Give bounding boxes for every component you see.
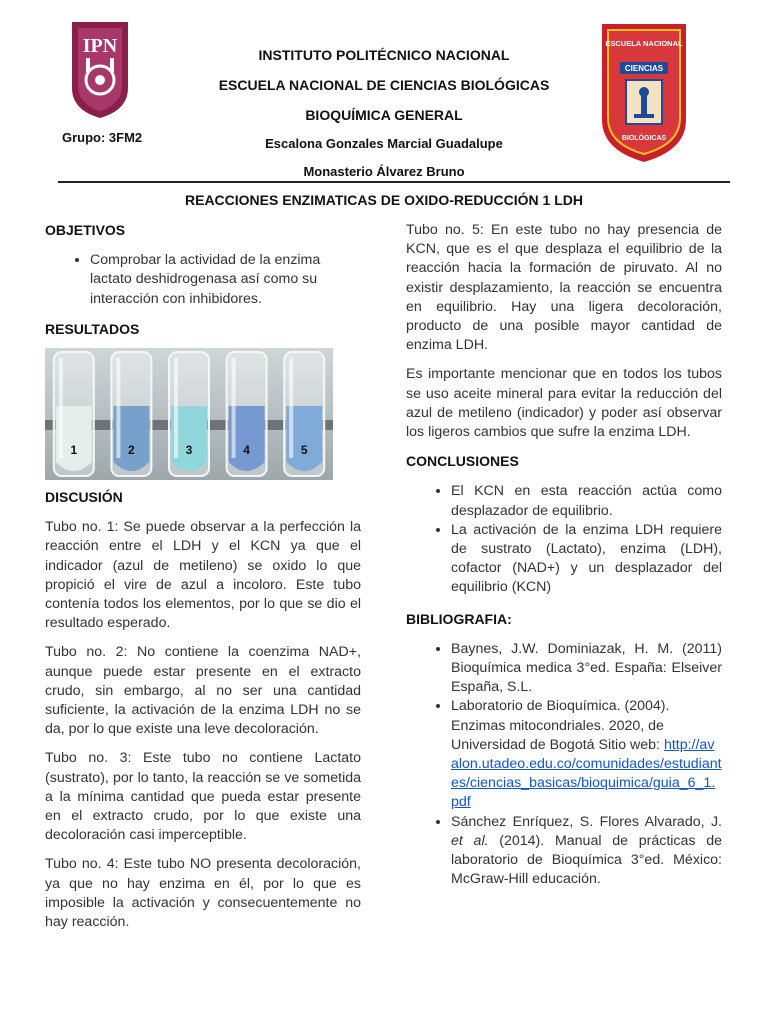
ipn-logo-text: IPN xyxy=(82,35,118,57)
discusion-paragraph-3: Tubo no. 3: Este tubo no contiene Lactato (sustrato), por lo tanto, la reacción se ve sometida a la mínima cantidad que pueda estar presente en el extracto crudo, por lo que existe una decoloración casi imperceptible. xyxy=(45,750,361,844)
objetivo-item: • Comprobar la actividad de la enzima lactato deshidrogenasa así como su interacción con inhibidores. xyxy=(90,251,361,309)
conclusiones-heading: CONCLUSIONES xyxy=(406,453,519,470)
group-label: Grupo: 3FM2 xyxy=(62,130,143,145)
right-column xyxy=(406,221,722,890)
objetivos-heading: OBJETIVOS xyxy=(45,222,126,238)
author-2: Monasterio Álvarez Bruno xyxy=(303,164,465,179)
bibliografia-heading: BIBLIOGRAFIA: xyxy=(406,610,512,627)
reference-1 xyxy=(451,640,722,698)
discusion-section xyxy=(45,488,361,942)
reference-3-text: Sánchez Enríquez, S. Flores Alvarado, J. xyxy=(451,813,722,830)
discusion-paragraph-5: Tubo no. 5: En este tubo no hay presencia de KCN, que es el que desplaza el equilibrio de la reacción hacia la formación de piruvato. Al no existir desplazamiento, la reacción se encuentra en equilibrio. Hay una ligera decoloración, producto de una posible mayor cantidad de enzima LDH. xyxy=(406,222,722,354)
tube-label: 2 xyxy=(128,443,135,457)
discusion-paragraph-4: Tubo no. 4: Este tubo NO presenta decoloración, ya que no hay enzima en él, por lo que es imposible la activación y consecuentemente no hay reacción. xyxy=(45,856,361,931)
objetivos-section xyxy=(45,221,361,309)
reference-3-etal: et al. xyxy=(451,832,489,849)
reference-3-text-end: (2014). Manual de prácticas de laboratorio de Bioquímica 3°ed. México: McGraw-Hill educación. xyxy=(451,832,722,888)
conclusion-item-2: • La activación de la enzima LDH requiere de sustrato (Lactato), enzima (LDH), cofactor (NAD+) y un desplazador del equilibrio (KCN) xyxy=(451,521,722,598)
discusion-paragraph-1: Tubo no. 1: Se puede observar a la perfección la reacción entre el LDH y el KCN ya que el indicador (azul de metileno) se oxido lo que propició el vire de azul a incoloro. Este tubo contenía todos los elementos, por lo que se dio el resultado esperado. xyxy=(45,519,361,632)
header-divider xyxy=(58,181,730,183)
test-tube xyxy=(54,352,94,476)
reference-2-link[interactable]: http://avalon.utadeo.edu.co/comunidades/estudiantes/ciencias_basicas/bioquimica/guia_6_1.pdf xyxy=(451,736,722,811)
subject-name: BIOQUÍMICA GENERAL xyxy=(305,107,463,123)
conclusion-item-1: • El KCN en esta reacción actúa como desplazador de equilibrio. xyxy=(451,482,722,520)
institution-name: INSTITUTO POLITÉCNICO NACIONAL xyxy=(258,47,510,63)
test-tube xyxy=(227,352,267,476)
encb-logo-text-top: ESCUELA NACIONAL xyxy=(605,39,683,48)
ipn-logo xyxy=(66,18,134,120)
test-tube xyxy=(169,352,209,476)
document-title: REACCIONES ENZIMATICAS DE OXIDO-REDUCCIÓN 1 LDH xyxy=(185,192,583,208)
school-name: ESCUELA NACIONAL DE CIENCIAS BIOLÓGICAS xyxy=(218,77,550,93)
reference-3 xyxy=(451,813,722,890)
reference-2-text: Laboratorio de Bioquímica. (2004). Enzimas mitocondriales. 2020, de Universidad de Bogotá Sitio web: xyxy=(451,698,670,753)
test-tube xyxy=(111,352,151,476)
reference-2 xyxy=(451,697,722,812)
discusion-heading: DISCUSIÓN xyxy=(45,489,123,505)
discusion-paragraph-6: Es importante mencionar que en todos los tubos se uso aceite mineral para evitar la reducción del azul de metileno (indicador) y poder así observar los ligeros cambios que sufre la enzima LDH. xyxy=(406,366,722,441)
discusion-paragraph-2: Tubo no. 2: No contiene la coenzima NAD+, aunque puede estar presente en el extracto crudo, sin embargo, al no ser una cantidad suficiente, la activación de la enzima LDH no se da, por lo que existe una leve decoloración. xyxy=(45,644,361,738)
tube-label: 1 xyxy=(70,443,78,457)
resultados-heading: RESULTADOS xyxy=(45,321,140,337)
author-1: Escalona Gonzales Marcial Guadalupe xyxy=(265,136,503,151)
test-tubes-photo xyxy=(45,348,333,480)
encb-logo-text-mid: CIENCIAS xyxy=(624,64,664,73)
tube-label: 3 xyxy=(185,443,193,457)
tube-label: 4 xyxy=(243,443,250,457)
encb-logo-text-bottom: BIOLÓGICAS xyxy=(621,135,667,142)
reference-1-text: Baynes, J.W. Dominiazak, H. M. (2011) Bioquímica medica 3°ed. España: Elseiver España, S.L. xyxy=(451,640,722,696)
test-tube xyxy=(284,352,324,476)
resultados-section xyxy=(45,320,361,339)
tube-label: 5 xyxy=(300,443,308,457)
